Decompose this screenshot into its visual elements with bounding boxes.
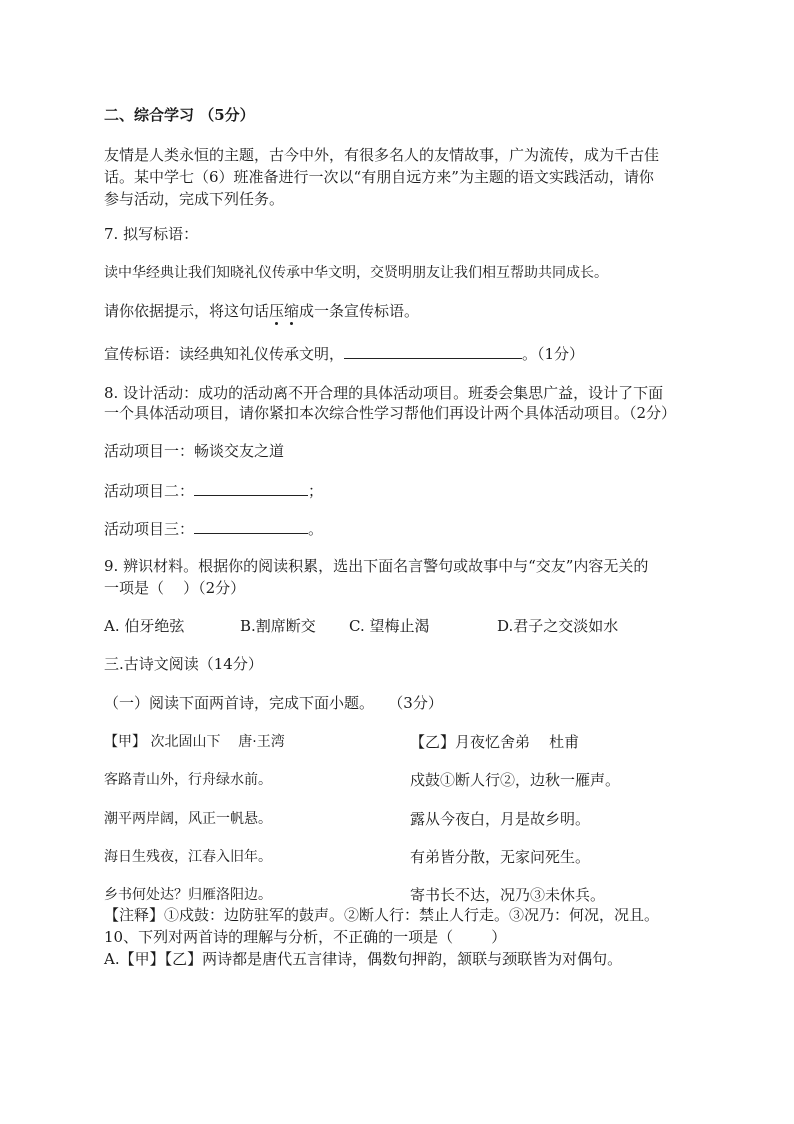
poem-jia-line: 客路青山外，行舟绿水前。 [104, 772, 272, 788]
activity-item-2-blank[interactable] [194, 481, 308, 496]
section2-heading: 二、综合学习 （5分） [104, 106, 255, 124]
poem-jia-line: 潮平两岸阔，风正一帆悬。 [104, 811, 272, 827]
q9-line-1: 9. 辨识材料。根据你的阅读积累，选出下面名言警句或故事中与“交友”内容无关的 [104, 557, 649, 575]
activity-item-2-end: ； [308, 482, 324, 500]
activity-item-2 [104, 481, 323, 500]
q8-line-1: 8. 设计活动：成功的活动离不开合理的具体活动项目。班委会集思广益，设计了下面 [104, 384, 664, 402]
q7-slogan-line [104, 344, 584, 363]
poem-yi-line: 露从今夜白，月是故乡明。 [410, 810, 591, 828]
section3-heading: 三.古诗文阅读（14分） [104, 655, 263, 673]
activity-item-2-label: 活动项目二： [104, 482, 195, 500]
q9-option-c: C. 望梅止渴 [349, 617, 430, 635]
q9-line-2: 一项是（ ）（2分） [104, 579, 246, 597]
q9-option-b: B.割席断交 [240, 617, 316, 635]
q8-line-2: 一个具体活动项目，请你紧扣本次综合性学习帮他们再设计两个具体活动项目。（2分） [104, 404, 677, 422]
q9-option-d: D.君子之交淡如水 [497, 617, 619, 635]
activity-item-3-end: 。 [308, 520, 324, 538]
intro-line-1: 友情是人类永恒的主题，古今中外，有很多名人的友情故事，广为流传，成为千古佳 [104, 146, 660, 164]
section3-sub: （一）阅读下面两首诗，完成下面小题。 （3分） [104, 694, 443, 712]
q10-option-a: A.【甲】【乙】两诗都是唐代五言律诗，偶数句押韵，颔联与颈联皆为对偶句。 [104, 950, 623, 968]
q10-title: 10、下列对两首诗的理解与分析，不正确的一项是（ ） [104, 928, 507, 946]
poem-jia-line: 海日生残夜，江春入旧年。 [104, 849, 272, 865]
intro-line-3: 参与活动，完成下列任务。 [104, 190, 285, 208]
slogan-prefix: 宣传标语：读经典知礼仪传承文明， [104, 345, 345, 363]
poem-yi-line: 有弟皆分散，无家问死生。 [410, 848, 591, 866]
intro-line-2: 话。某中学七（6）班准备进行一次以“有朋自远方来”为主题的语文实践活动，请你 [104, 168, 654, 186]
q7-instruction: 请你依据提示，将这句话压缩成一条宣传标语。 [104, 302, 420, 320]
slogan-answer-blank[interactable] [344, 344, 522, 359]
q7-title: 7. 拟写标语： [104, 225, 199, 243]
emphasis-dot [290, 322, 293, 325]
q9-option-a: A. 伯牙绝弦 [104, 617, 185, 635]
poem-notes: 【注释】①戍鼓：边防驻军的鼓声。②断人行：禁止人行走。③况乃：何况，况且。 [104, 906, 660, 924]
activity-item-3 [104, 519, 323, 538]
slogan-suffix: 。（1分） [522, 345, 585, 363]
activity-item-3-blank[interactable] [194, 519, 308, 534]
activity-item-1: 活动项目一：畅谈交友之道 [104, 442, 285, 460]
poem-jia-line: 乡书何处达？归雁洛阳边。 [104, 887, 272, 903]
poem-yi-line: 戍鼓①断人行②，边秋一雁声。 [410, 771, 621, 789]
q7-sentence: 读中华经典让我们知晓礼仪传承中华文明，交贤明朋友让我们相互帮助共同成长。 [104, 265, 608, 281]
poem-jia-title: 【甲】 次北固山下 唐·王湾 [104, 734, 285, 750]
activity-item-3-label: 活动项目三： [104, 520, 195, 538]
emphasis-dot [275, 322, 278, 325]
poem-yi-line: 寄书长不达，况乃③未休兵。 [410, 886, 606, 904]
poem-yi-title: 【乙】月夜忆舍弟 杜甫 [410, 733, 580, 751]
